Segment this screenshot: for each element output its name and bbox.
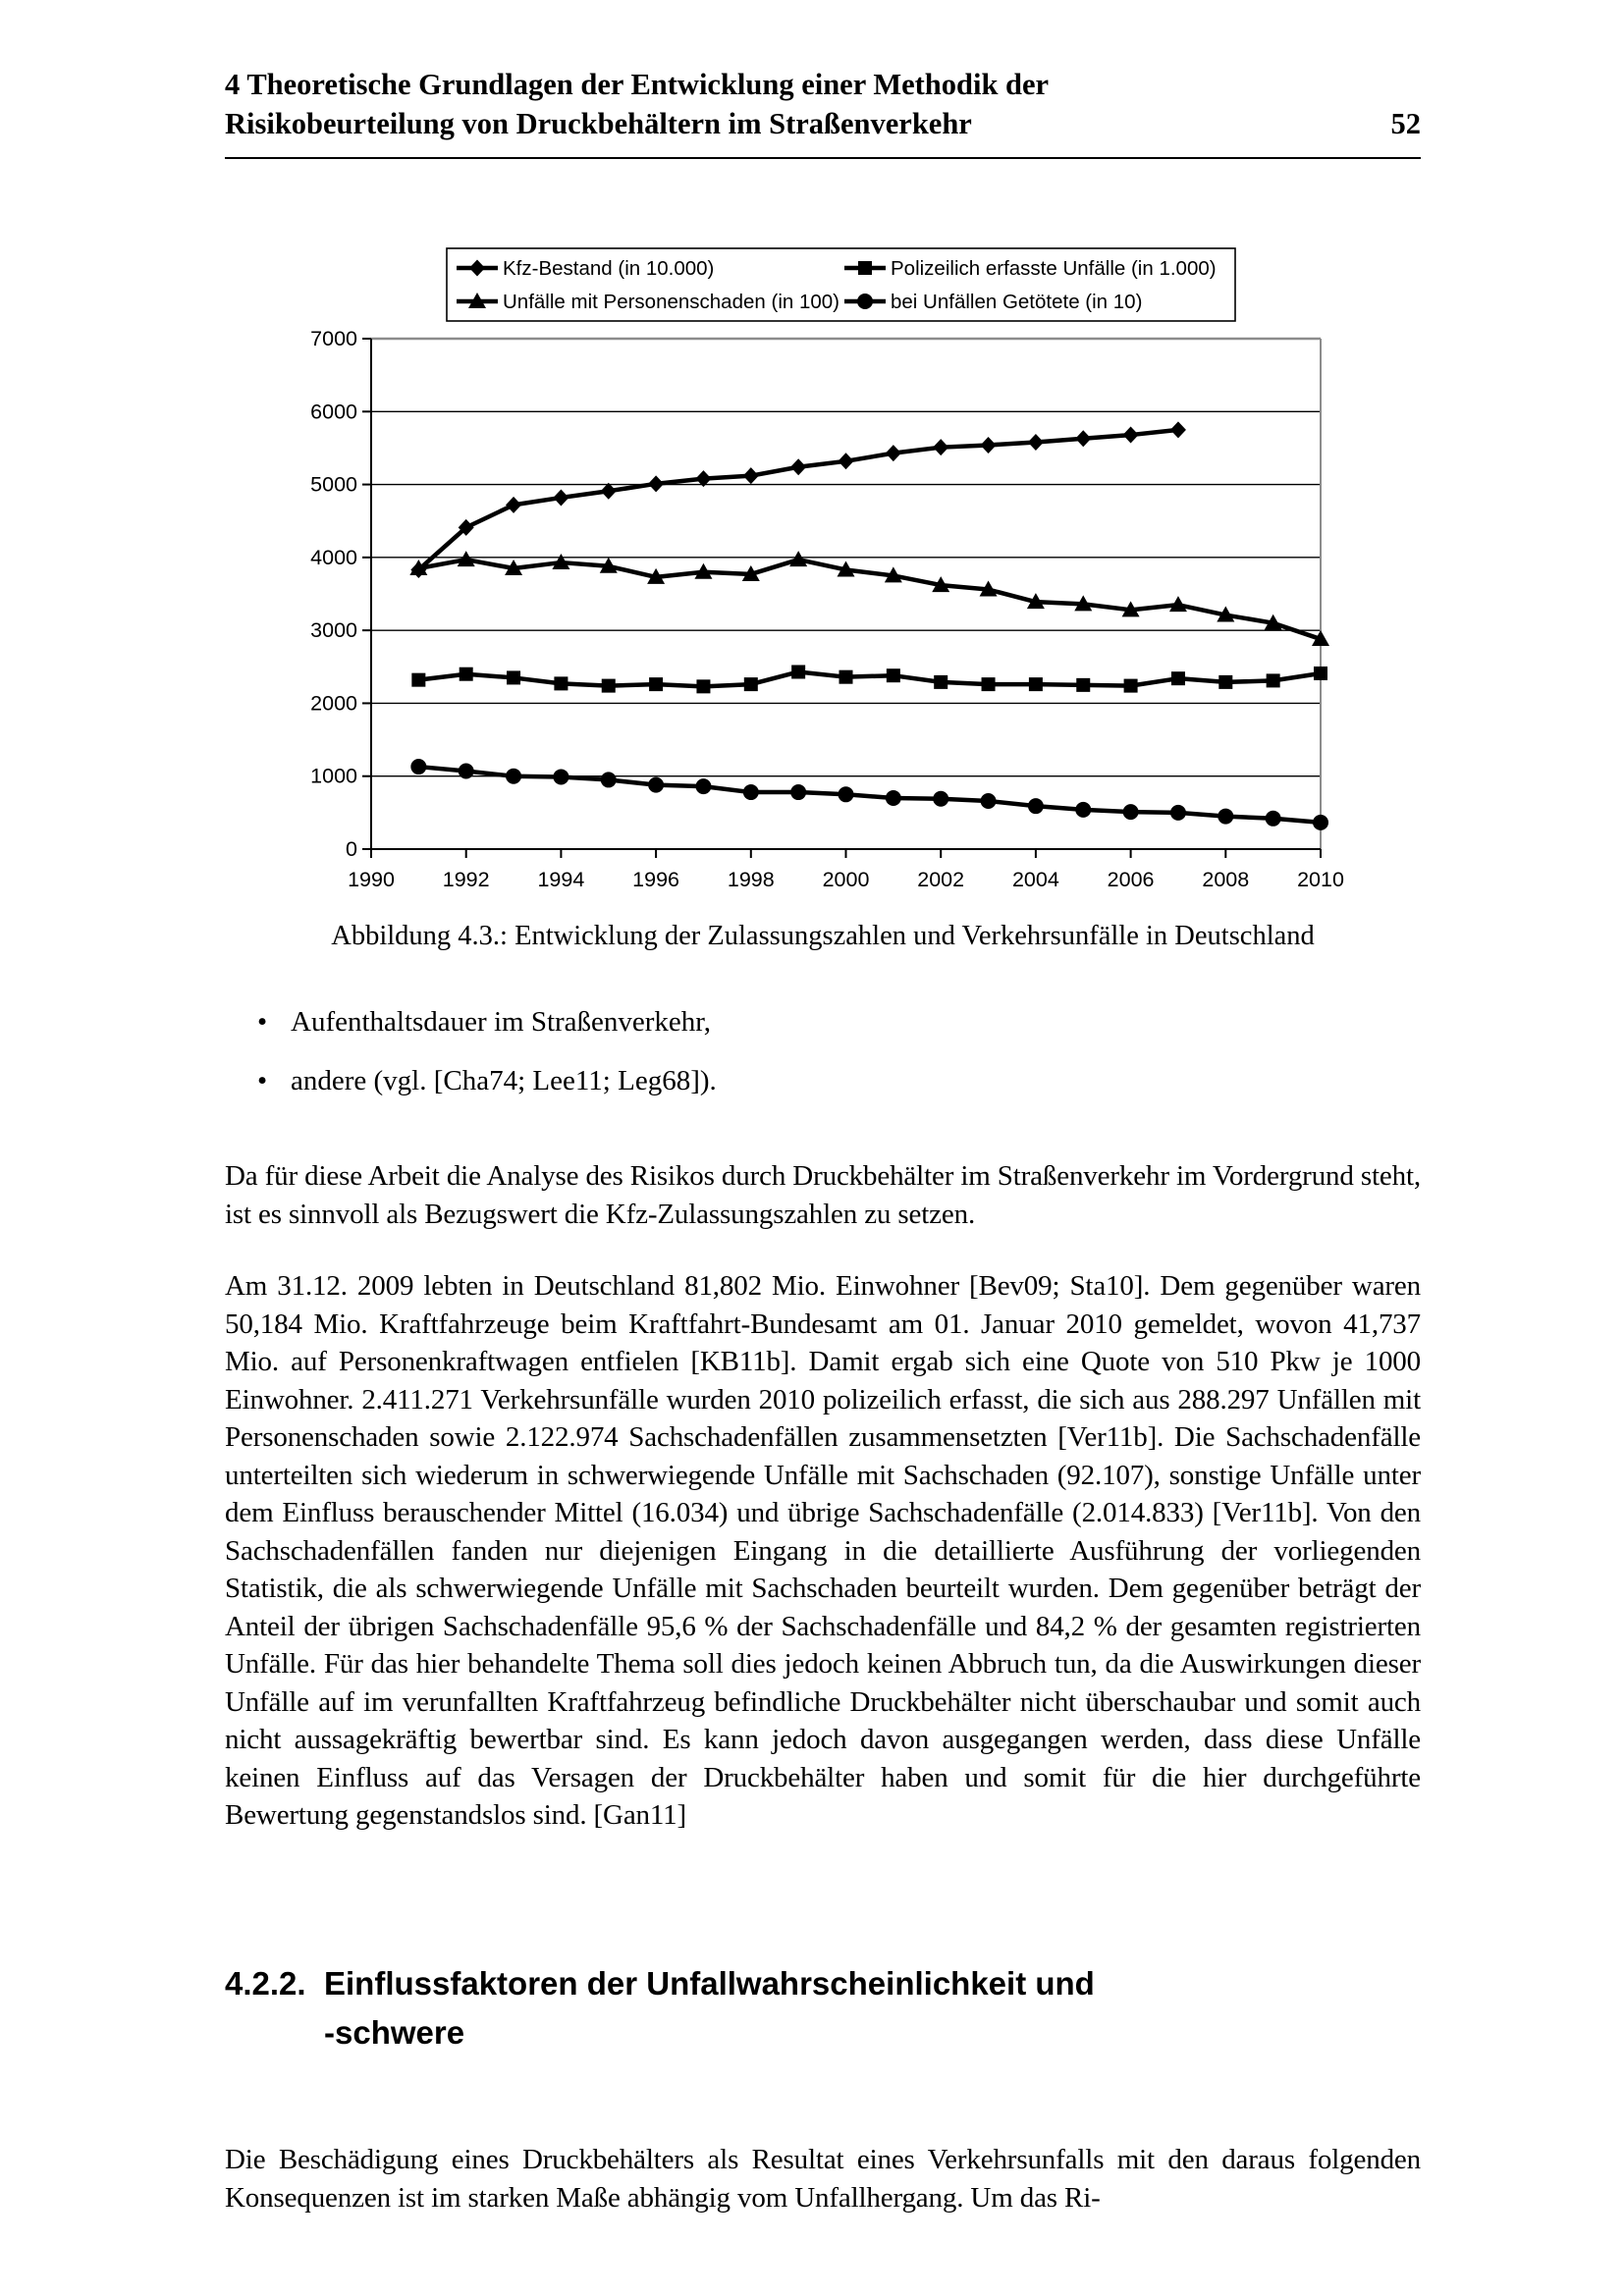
svg-text:1996: 1996 [632, 868, 680, 891]
svg-text:1994: 1994 [537, 868, 585, 891]
svg-text:1990: 1990 [348, 868, 395, 891]
list-item: • andere (vgl. [Cha74; Lee11; Leg68]). [225, 1062, 1421, 1099]
figure-caption: Abbildung 4.3.: Entwicklung der Zulassungszahlen und Verkehrsunfälle in Deutschland [331, 921, 1315, 951]
svg-text:5000: 5000 [310, 472, 357, 497]
section-title: Einflussfaktoren der Unfallwahrscheinlichkeit und -schwere [324, 1965, 1095, 2051]
header-title-line1: 4 Theoretische Grundlagen der Entwicklung einer Methodik der [225, 68, 1050, 101]
section-number: 4.2.2. [225, 1965, 306, 2002]
svg-text:1000: 1000 [310, 764, 357, 788]
svg-text:2002: 2002 [917, 868, 965, 891]
svg-text:2006: 2006 [1107, 868, 1155, 891]
chart-legend [447, 248, 1235, 321]
header-title-line2: Risikobeurteilung von Druckbehältern im Straßenverkehr [225, 107, 972, 140]
series-circle [410, 759, 1328, 830]
figure-chart [0, 226, 1624, 893]
svg-text:bei Unfällen Getötete (in 10): bei Unfällen Getötete (in 10) [891, 291, 1143, 313]
svg-text:2008: 2008 [1202, 868, 1250, 891]
svg-text:1998: 1998 [727, 868, 775, 891]
svg-text:7000: 7000 [310, 327, 357, 350]
chart-svg [0, 226, 1624, 893]
paragraph-intro: Da für diese Arbeit die Analyse des Risikos durch Druckbehälter im Straßenverkehr im Vordergrund steht, ist es sinnvoll als Bezugswert die Kfz-Zulassungszahlen zu setzen. [225, 1160, 1421, 1230]
paragraph-consequences: Die Beschädigung eines Druckbehälters als Resultat eines Verkehrsunfalls mit den daraus folgenden Konsequenzen ist im starken Maße abhängig vom Unfallhergang. Um das Ri- [225, 2144, 1421, 2214]
chart-grid [310, 327, 1321, 861]
svg-text:Polizeilich erfasste Unfälle (: Polizeilich erfasste Unfälle (in 1.000) [891, 257, 1217, 280]
svg-text:2000: 2000 [822, 868, 870, 891]
svg-text:2000: 2000 [310, 691, 357, 716]
series-triangle [409, 551, 1329, 646]
svg-text:2004: 2004 [1011, 868, 1059, 891]
list-item: • Aufenthaltsdauer im Straßenverkehr, [225, 1003, 1421, 1041]
svg-text:0: 0 [346, 837, 357, 861]
svg-text:3000: 3000 [310, 618, 357, 643]
svg-text:1992: 1992 [442, 868, 490, 891]
section-heading [225, 1959, 1421, 2057]
series-square [411, 665, 1327, 693]
paragraph-statistics: Am 31.12. 2009 lebten in Deutschland 81,802 Mio. Einwohner [Bev09; Sta10]. Dem gegenüber waren 50,184 Mio. Kraftfahrzeuge beim Kraftfahrt-Bundesamt am 01. Januar 2010 gemeldet, wovon 41,737 Mio. auf Personenkraftwagen entfielen [KB11b]. Damit ergab sich eine Quote von 510 Pkw je 1000 Einwohner. 2.411.271 Verkehrsunfälle wurden 2010 polizeilich erfasst, die sich aus 288.297 Unfällen mit Personenschaden sowie 2.122.974 Sachschadenfällen zusammensetzten [Ver11b]. Die Sachschadenfälle unterteilten sich wiederum in schwerwiegende Unfälle mit Sachschaden (92.107), sonstige Unfälle unter dem Einfluss berauschender Mittel (16.034) und übrige Sachschadenfälle (2.014.833) [Ver11b]. Von den Sachschadenfällen fanden nur diejenigen Eingang in die detaillierte Ausführung der vorliegenden Statistik, die als schwerwiegende Unfälle mit Sachschaden beurteilt wurden. Dem gegenüber beträgt der Anteil der übrigen Sachschadenfälle 95,6 % der Sachschadenfälle und 84,2 % der gesamten registrierten Unfälle. Für das hier behandelte Thema soll dies jedoch keinen Abbruch tun, da die Auswirkungen dieser Unfälle auf im verunfallten Kraftfahrzeug befindliche Druckbehälter nicht überschaubar und somit auch nicht aussagekräftig bewertbar sind. Es kann jedoch davon ausgegangen werden, dass diese Unfälle keinen Einfluss auf das Versagen der Druckbehälter haben und somit für die hier durchgeführte Bewertung gegenstandslos sind. [Gan11] [225, 1270, 1421, 1831]
svg-text:Unfälle mit Personenschaden (i: Unfälle mit Personenschaden (in 100) [503, 291, 839, 313]
bullet-list [225, 1003, 1421, 1121]
running-header [225, 65, 1421, 159]
svg-text:4000: 4000 [310, 545, 357, 569]
page-number: 52 [1390, 107, 1421, 140]
svg-text:6000: 6000 [310, 400, 357, 424]
svg-text:Kfz-Bestand (in 10.000): Kfz-Bestand (in 10.000) [503, 257, 715, 280]
svg-text:2010: 2010 [1297, 868, 1344, 891]
chart-x-axis [348, 849, 1344, 891]
